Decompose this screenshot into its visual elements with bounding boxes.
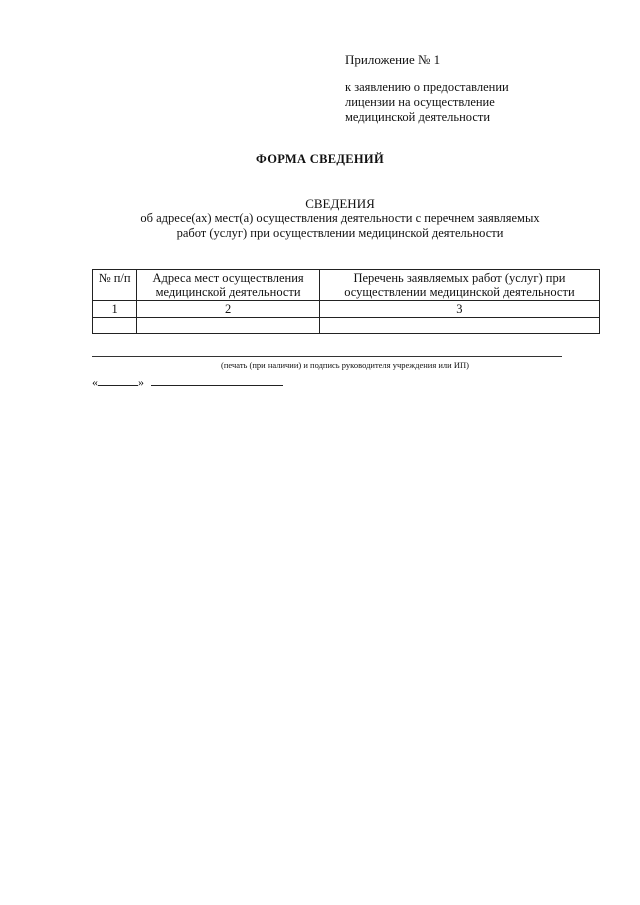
table-numbering-row (93, 301, 600, 318)
date-close-quote: » (138, 375, 144, 389)
table-header-row (93, 270, 600, 301)
signature-caption: (печать (при наличии) и подпись руководителя учреждения или ИП) (221, 360, 469, 370)
header-addresses: Адреса мест осуществления медицинской деятельности (137, 270, 320, 301)
form-heading: ФОРМА СВЕДЕНИЙ (256, 152, 384, 166)
document-title: СВЕДЕНИЯ (305, 196, 375, 211)
signature-line[interactable] (92, 356, 562, 357)
table-cell-empty[interactable] (319, 318, 599, 334)
date-day-field[interactable] (98, 385, 138, 386)
date-open-quote: « (92, 375, 98, 389)
header-services: Перечень заявляемых работ (услуг) при осуществлении медицинской деятельности (319, 270, 599, 301)
annex-reference: к заявлению о предоставлении лицензии на осуществление медицинской деятельности (345, 80, 509, 124)
numbering-cell-3: 3 (319, 301, 599, 318)
info-table (92, 269, 600, 334)
date-line (92, 375, 283, 390)
table-cell-empty[interactable] (93, 318, 137, 334)
table-row (93, 318, 600, 334)
annex-title: Приложение № 1 (345, 52, 441, 67)
date-month-year-field[interactable] (151, 385, 283, 386)
document-subtitle: об адресе(ах) мест(а) осуществления деятельности с перечнем заявляемых работ (услуг) при осуществлении медицинской деятельности (140, 211, 540, 240)
numbering-cell-1: 1 (93, 301, 137, 318)
header-number: № п/п (93, 270, 137, 301)
table-cell-empty[interactable] (137, 318, 320, 334)
numbering-cell-2: 2 (137, 301, 320, 318)
